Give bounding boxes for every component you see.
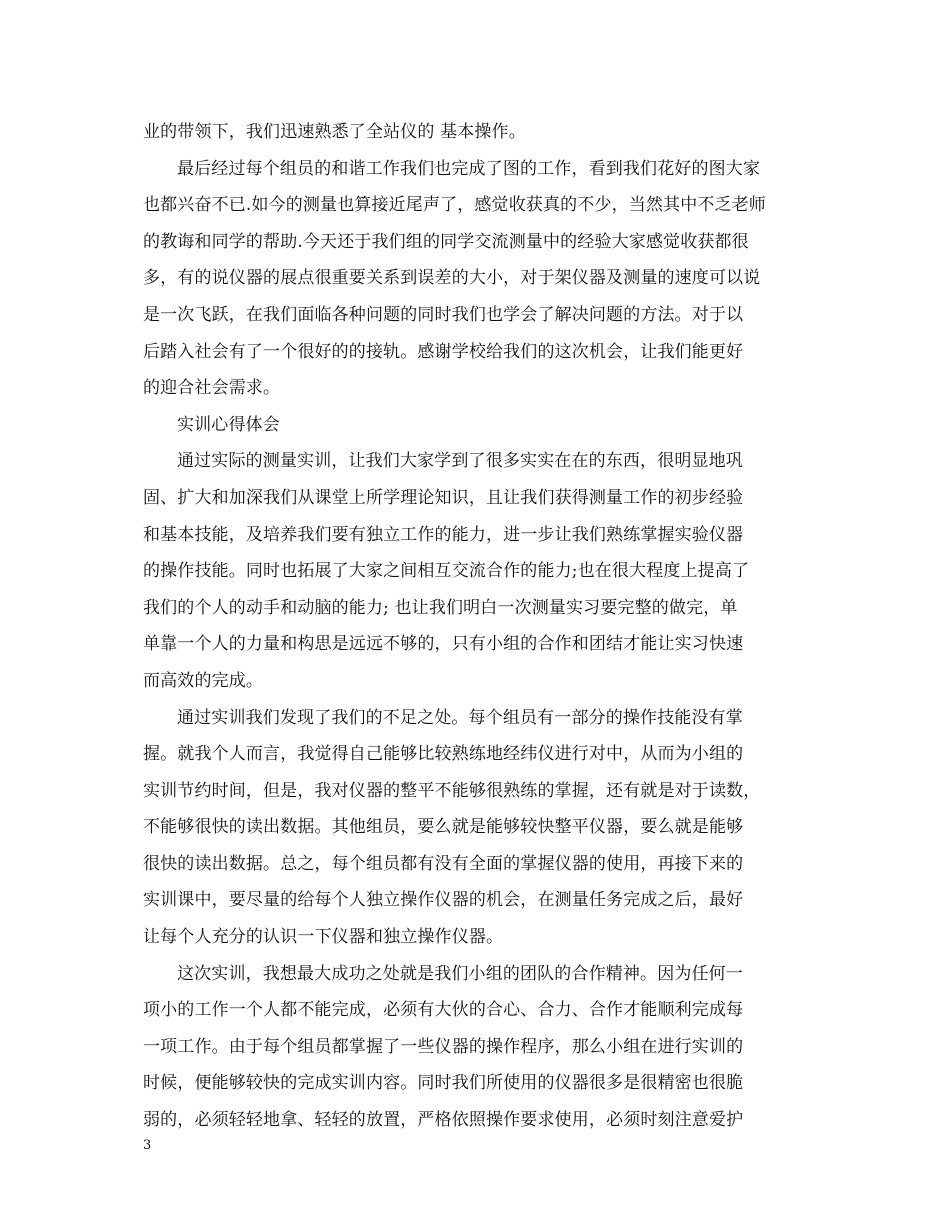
paragraph-line: 是一次飞跃，在我们面临各种问题的同时我们也学会了解决问题的方法。对于以 xyxy=(143,304,744,325)
document-body xyxy=(143,114,811,1139)
paragraph-line: 单靠一个人的力量和构思是远远不够的，只有小组的合作和团结才能让实习快速 xyxy=(143,634,744,655)
paragraph-line: 的教诲和同学的帮助.今天还于我们组的同学交流测量中的经验大家感觉收获都很 xyxy=(143,231,749,252)
paragraph-line: 业的带领下，我们迅速熟悉了全站仪的 基本操作。 xyxy=(143,122,526,142)
paragraph-line: 固、扩大和加深我们从课堂上所学理论知识，且让我们获得测量工作的初步经验 xyxy=(143,487,744,508)
paragraph-line: 实训课中，要尽量的给每个人独立操作仪器的机会，在测量任务完成之后，最好 xyxy=(143,890,744,911)
paragraph-line: 很快的读出数据。总之，每个组员都有没有全面的掌握仪器的使用，再接下来的 xyxy=(143,853,744,874)
paragraph-line: 的迎合社会需求。 xyxy=(143,378,281,399)
paragraph-first-line: 最后经过每个组员的和谐工作我们也完成了图的工作，看到我们花好的图大家 xyxy=(177,158,761,179)
paragraph-line: 后踏入社会有了一个很好的的接轨。感谢学校给我们的这次机会，让我们能更好 xyxy=(143,341,744,362)
paragraph-line: 项小的工作一个人都不能完成，必须有大伙的合心、合力、合作才能顺利完成每 xyxy=(143,1000,744,1021)
paragraph-line: 多，有的说仪器的展点很重要关系到误差的大小，对于架仪器及测量的速度可以说 xyxy=(143,268,761,289)
paragraph-line: 而高效的完成。 xyxy=(143,670,264,691)
paragraph-line: 握。就我个人而言，我觉得自己能够比较熟练地经纬仪进行对中，从而为小组的 xyxy=(143,744,744,765)
paragraph-line: 弱的，必须轻轻地拿、轻轻的放置，严格依照操作要求使用，必须时刻注意爱护 xyxy=(143,1110,744,1131)
paragraph-line: 我们的个人的动手和动脑的能力; 也让我们明白一次测量实习要完整的做完，单 xyxy=(143,597,738,618)
paragraph-line: 也都兴奋不已.如今的测量也算接近尾声了，感觉收获真的不少，当然其中不乏老师 xyxy=(143,195,766,216)
paragraph-first-line: 通过实训我们发现了我们的不足之处。每个组员有一部分的操作技能没有掌 xyxy=(177,707,743,728)
paragraph-first-line: 通过实际的测量实训，让我们大家学到了很多实实在在的东西，很明显地巩 xyxy=(177,451,743,472)
paragraph-first-line: 实训心得体会 xyxy=(177,414,280,435)
paragraph-first-line: 这次实训，我想最大成功之处就是我们小组的团队的合作精神。因为任何一 xyxy=(177,963,743,984)
paragraph-line: 让每个人充分的认识一下仪器和独立操作仪器。 xyxy=(143,927,504,948)
paragraph-line: 一项工作。由于每个组员都掌握了一些仪器的操作程序，那么小组在进行实训的 xyxy=(143,1036,744,1057)
page-number: 3 xyxy=(143,1138,152,1153)
paragraph-line: 时候，便能够较快的完成实训内容。同时我们所使用的仪器很多是很精密也很脆 xyxy=(143,1073,744,1094)
paragraph-line: 实训节约时间，但是，我对仪器的整平不能够很熟练的掌握，还有就是对于读数， xyxy=(143,780,761,801)
paragraph-line: 不能够很快的读出数据。其他组员，要么就是能够较快整平仪器，要么就是能够 xyxy=(143,817,744,838)
paragraph-line: 的操作技能。同时也拓展了大家之间相互交流合作的能力;也在很大程度上提高了 xyxy=(143,561,750,582)
paragraph-line: 和基本技能，及培养我们要有独立工作的能力，进一步让我们熟练掌握实验仪器 xyxy=(143,524,744,545)
